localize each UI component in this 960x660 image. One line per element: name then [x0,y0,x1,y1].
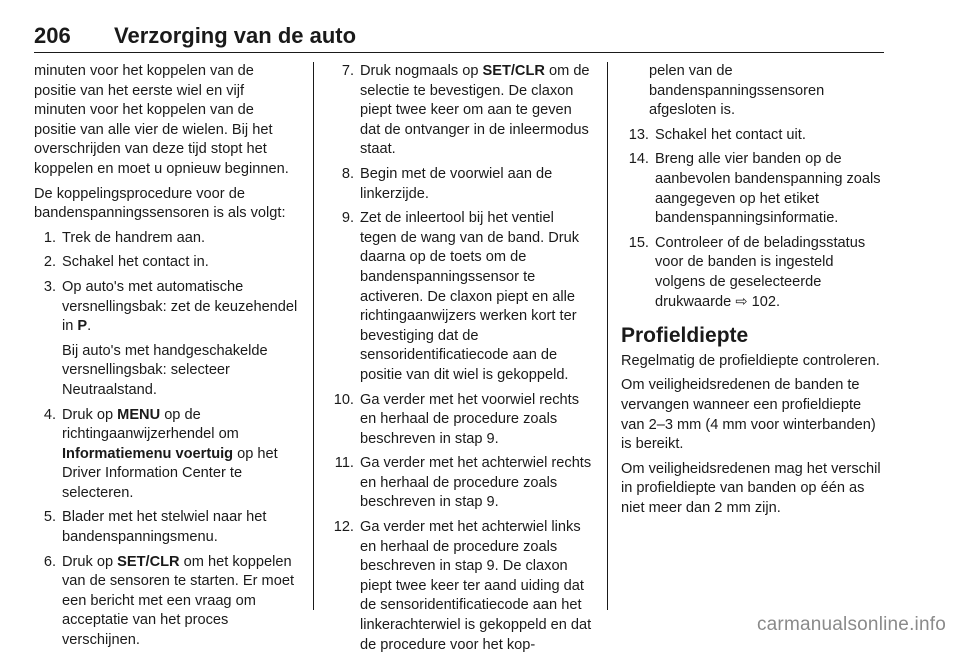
list-item [621,234,887,312]
step-continuation: pelen van de bandenspanningssensoren afgesloten is. [649,63,825,119]
step-number: 4. [43,406,56,423]
text-run: Op auto's met automatische versnellingsbak: zet de keuzehendel in [62,278,298,335]
step-number: 7. [341,63,354,79]
list-item [326,454,592,513]
paragraph: De koppelingsprocedure voor de bandenspanningssensoren is als volgt: [34,185,286,222]
step-text: Schakel het contact in. [62,254,209,271]
step-text [360,62,592,160]
paragraph: Regelmatig de profieldiepte controleren. [621,352,880,369]
column-left [34,62,300,656]
chapter-title: Verzorging van de auto [114,23,357,48]
bold-term: SET/CLR [482,63,545,79]
text-run: Controleer of de beladingsstatus voor de banden is ingesteld volgens de geselecteerde drukwaarde [655,234,866,310]
step-text: Blader met het stelwiel naar het bandenspanningsmenu. [62,509,267,546]
text-run: . [87,318,92,335]
step-number: 13. [628,126,649,143]
page-header [34,22,884,53]
paragraph: Om veiligheidsredenen mag het verschil in profieldiepte van banden op één as niet meer dan 2 mm zijn. [621,460,881,516]
step-number: 15. [628,234,649,251]
step-number: 14. [628,151,649,168]
step-number: 1. [43,229,56,246]
column-right [621,62,887,523]
page-reference-icon: ⇨ [735,293,748,310]
step-text: Zet de inleertool bij het ventiel tegen de wang van de band. Druk daarna op de toets om de bandenspanningssensor te activeren. De claxon piept en alle richtingaanwijzers werken kort ter bevestiging dat de sensoridentificatiecode aan de positie van dit wiel is gekoppeld. [360,210,580,383]
text-run: Druk nogmaals op [360,63,483,79]
step-text: Ga verder met het achterwiel rechts en herhaal de procedure zoals beschreven in stap 9. [360,455,592,511]
text-run: Druk op [62,553,118,570]
step-number: 5. [43,509,56,526]
bold-term: P [77,318,88,335]
step-text [62,553,300,651]
step-number: 8. [341,165,354,182]
watermark: carmanualsonline.info [756,614,946,635]
bold-term: Informatiemenu voertuig [62,445,234,462]
list-item [34,553,300,651]
paragraph: Om veiligheidsredenen de banden te vervangen wanneer een profieldiepte van 2–3 mm (4 mm voor winterbanden) is bereikt. [621,377,876,453]
step-number: 11. [334,455,354,472]
bold-term: SET/CLR [117,553,180,570]
list-item [34,229,300,249]
step-text: Ga verder met het achterwiel links en herhaal de procedure zoals beschreven in stap 9. De claxon piept twee keer ter aand uiding dat de sensoridentificatiecode aan het linkerachterwiel is gekoppeld en dat de procedure voor het kop- [360,519,592,653]
step-text [62,278,300,337]
paragraph: minuten voor het koppelen van de positie van het eerste wiel en vijf minuten voor het koppelen van de positie van alle vier de wielen. Bij het overschrijden van deze tijd stopt het koppelen en moet u opnieuw beginnen. [34,63,289,177]
column-divider [313,62,314,610]
step-text: Begin met de voorwiel aan de linkerzijde. [360,165,553,202]
text-run: Druk op [62,406,118,423]
step-text: Breng alle vier banden op de aanbevolen bandenspanning zoals aangegeven op het etiket bandenspanningsinformatie. [655,151,881,227]
bold-term: MENU [117,406,161,423]
list-item [34,508,300,547]
list-item [326,518,592,655]
section-heading: Profieldiepte [621,324,749,348]
list-item [621,150,887,228]
text-run: op de richtingaanwijzerhendel om [62,406,239,443]
step-number: 12. [333,519,354,536]
step-subparagraph: Bij auto's met handgeschakelde versnellingsbak: selecteer Neutraalstand. [62,342,268,398]
step-text [655,234,887,312]
text-run: op het Driver Information Center te selecteren. [62,445,278,501]
step-number: 2. [43,254,56,271]
list-item [326,209,592,385]
list-item [326,391,592,450]
list-item [34,406,300,504]
list-item [326,62,592,160]
step-text: Trek de handrem aan. [62,229,206,246]
column-divider [607,62,608,610]
step-number: 9. [341,210,354,227]
step-number: 6. [43,553,56,570]
step-text [62,406,300,504]
step-text: Schakel het contact uit. [655,126,806,143]
text-run: om het koppelen van de sensoren te starten. Er moet een bericht met een vraag om acceptatie van het proces verschijnen. [62,553,295,649]
page-number: 206 [34,23,71,48]
page-reference[interactable]: 102. [747,293,781,310]
column-middle [326,62,592,660]
list-item [326,165,592,204]
list-item [34,278,300,337]
step-number: 10. [333,391,354,408]
step-number: 3. [43,278,56,295]
text-run: om de selectie te bevestigen. De claxon piept twee keer om aan te geven dat de ontvanger in de inleermodus staat. [360,63,590,158]
list-item [621,126,887,146]
step-text: Ga verder met het voorwiel rechts en herhaal de procedure zoals beschreven in stap 9. [360,391,579,447]
list-item [34,253,300,273]
